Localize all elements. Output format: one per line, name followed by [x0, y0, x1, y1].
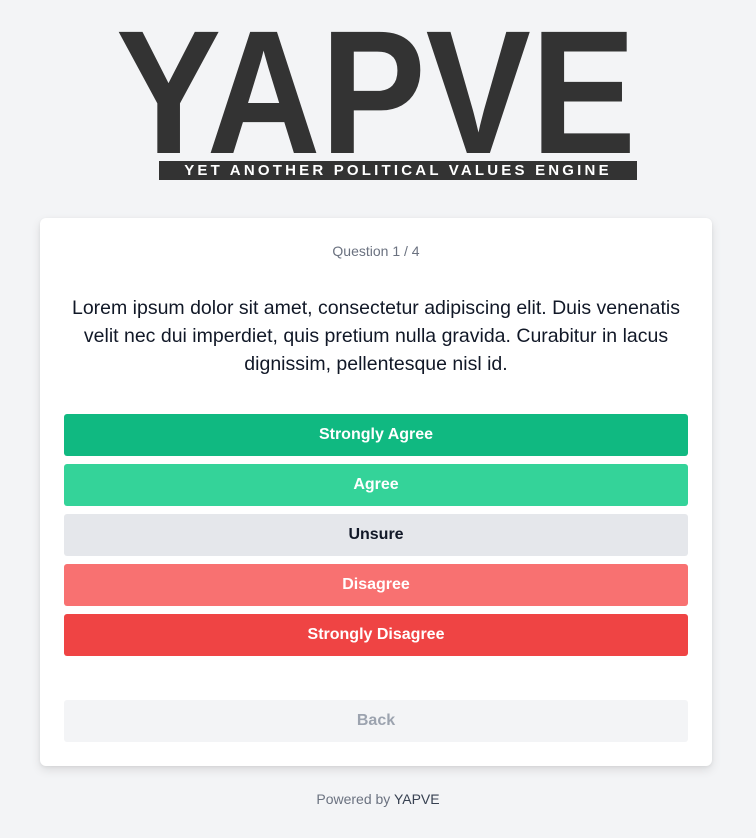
- svg-text:YAPVE: YAPVE: [116, 28, 636, 156]
- footer: [0, 791, 756, 807]
- logo-tagline: YET ANOTHER POLITICAL VALUES ENGINE: [159, 161, 637, 180]
- question-counter: Question 1 / 4: [332, 243, 420, 259]
- strongly-disagree-button[interactable]: Strongly Disagree: [64, 614, 688, 656]
- yapve-logo: [115, 28, 637, 180]
- logo-wordmark: [115, 28, 637, 156]
- unsure-button[interactable]: Unsure: [64, 514, 688, 556]
- footer-prefix: Powered by: [316, 791, 394, 807]
- question-card: [40, 218, 712, 766]
- question-text: Lorem ipsum dolor sit amet, consectetur adipiscing elit. Duis venenatis velit nec dui imperdiet, quis pretium nulla gravida. Curabitur in lacus dignissim, pellentesque nisl id.: [71, 297, 681, 375]
- strongly-agree-button[interactable]: Strongly Agree: [64, 414, 688, 456]
- back-button[interactable]: Back: [64, 700, 688, 742]
- agree-button[interactable]: Agree: [64, 464, 688, 506]
- disagree-button[interactable]: Disagree: [64, 564, 688, 606]
- footer-brand-link[interactable]: YAPVE: [393, 791, 440, 807]
